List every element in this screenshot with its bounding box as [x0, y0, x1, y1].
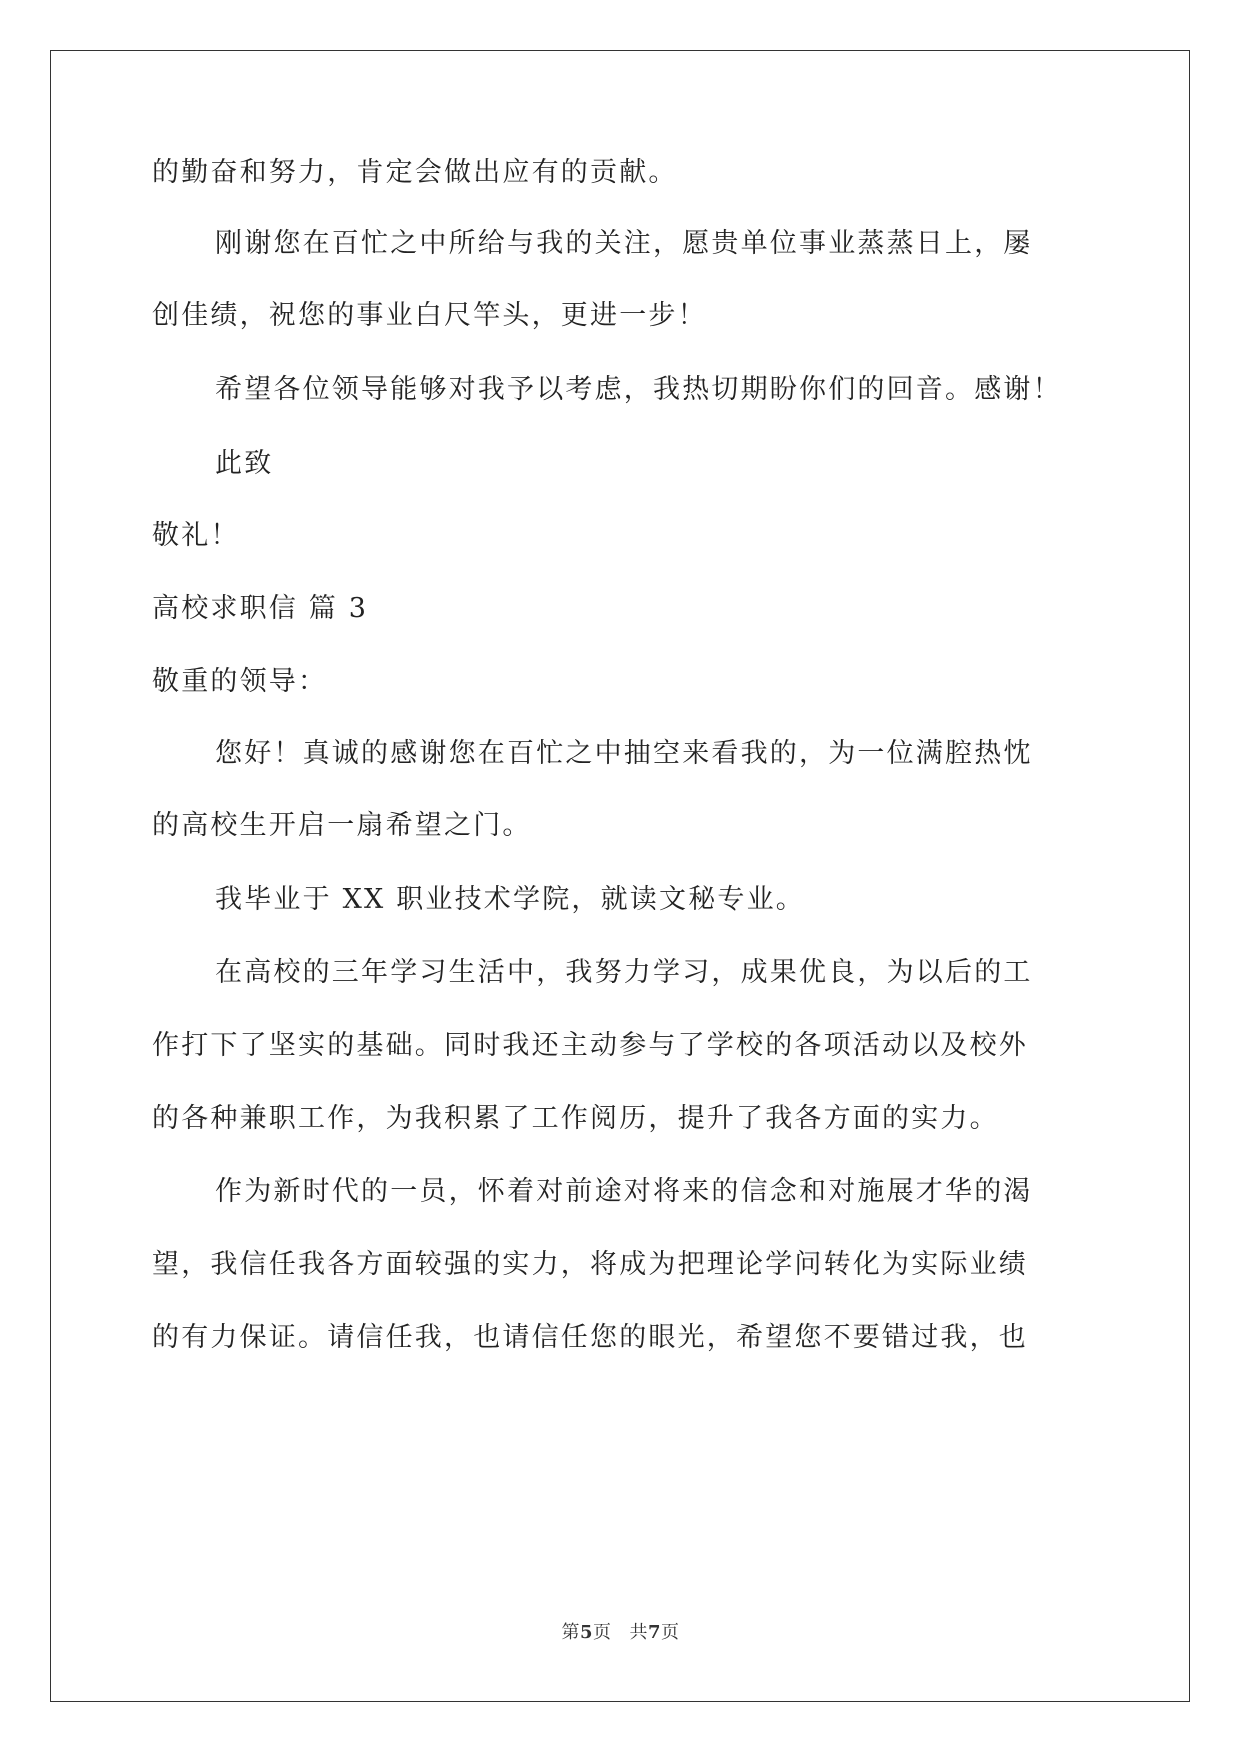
- paragraph-line: 望，我信任我各方面较强的实力，将成为把理论学问转化为实际业绩: [152, 1249, 1028, 1280]
- paragraph-line: 我毕业于 XX 职业技术学院，就读文秘专业。: [215, 884, 806, 915]
- paragraph-line: 作为新时代的一员，怀着对前途对将来的信念和对施展才华的渴: [215, 1176, 1033, 1207]
- paragraph-line: 创佳绩，祝您的事业白尺竿头，更进一步！: [152, 300, 707, 331]
- total-pages-number: 7: [648, 1622, 662, 1643]
- paragraph-line: 您好！真诚的感谢您在百忙之中抽空来看我的，为一位满腔热忱: [215, 738, 1033, 769]
- footer-total-prefix: 共: [629, 1622, 648, 1643]
- paragraph-line: 刚谢您在百忙之中所给与我的关注，愿贵单位事业蒸蒸日上，屡: [215, 228, 1033, 259]
- section-heading: 高校求职信 篇 3: [152, 593, 369, 624]
- paragraph-line: 希望各位领导能够对我予以考虑，我热切期盼你们的回音。感谢！: [215, 374, 1062, 405]
- paragraph-line: 作打下了坚实的基础。同时我还主动参与了学校的各项活动以及校外: [152, 1030, 1028, 1061]
- paragraph-line: 的勤奋和努力，肯定会做出应有的贡献。: [152, 157, 678, 188]
- paragraph-line: 的各种兼职工作，为我积累了工作阅历，提升了我各方面的实力。: [152, 1103, 999, 1134]
- paragraph-line: 的有力保证。请信任我，也请信任您的眼光，希望您不要错过我，也: [152, 1322, 1028, 1353]
- closing-regards: 敬礼！: [152, 520, 240, 551]
- current-page-number: 5: [579, 1622, 593, 1643]
- footer-prefix: 第: [561, 1622, 580, 1643]
- greeting: 敬重的领导：: [152, 666, 328, 697]
- footer-page-word: 页: [593, 1622, 612, 1643]
- footer-total-suffix: 页: [661, 1622, 680, 1643]
- page-footer: [0, 1618, 1241, 1644]
- paragraph-line: 在高校的三年学习生活中，我努力学习，成果优良，为以后的工: [215, 957, 1033, 988]
- closing-salutation: 此致: [215, 448, 274, 479]
- paragraph-line: 的高校生开启一扇希望之门。: [152, 810, 532, 841]
